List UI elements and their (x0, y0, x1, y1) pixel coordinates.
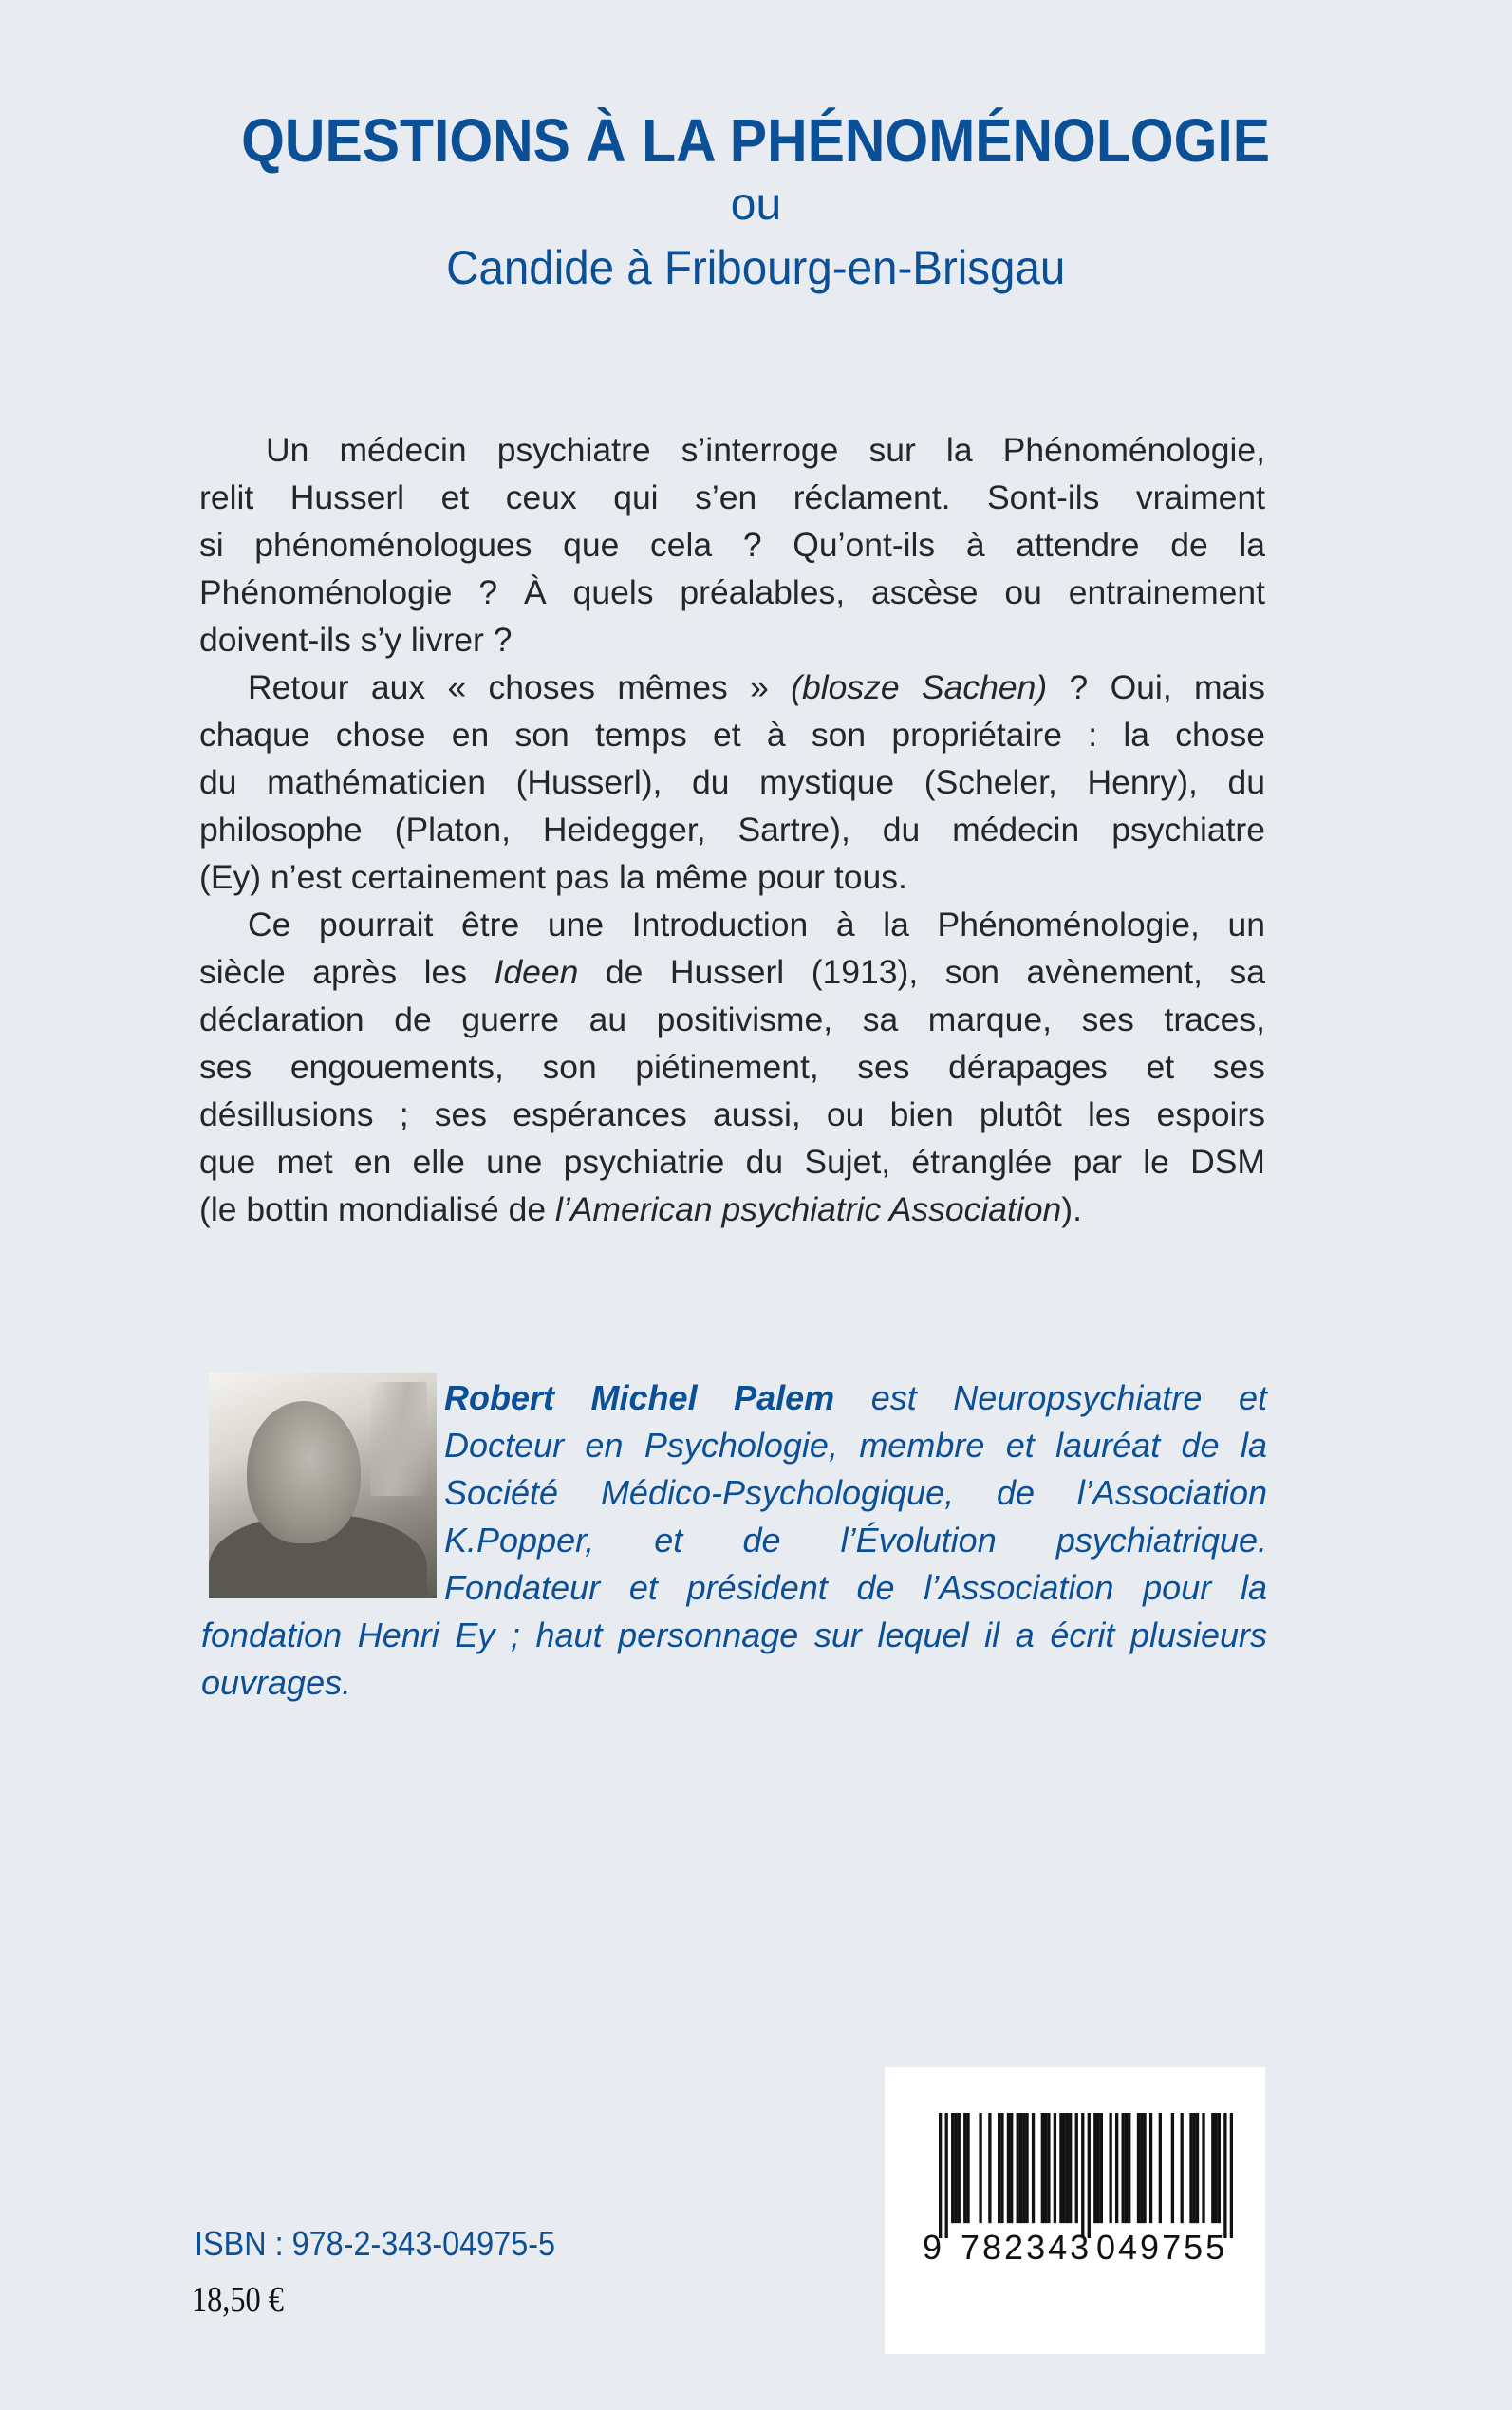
text-segment: du mathématicien (Husserl), du mystique (Scheler, Henry), du (199, 763, 1265, 801)
text-segment: si phénoménologues que cela ? Qu’ont-ils à attendre de la (199, 526, 1265, 564)
barcode-bar (1196, 2113, 1199, 2223)
barcode-bar (1059, 2113, 1062, 2223)
barcode-bar (1081, 2113, 1084, 2238)
text-segment: Fondateur et président de l’Association pour la (444, 1568, 1267, 1607)
text-segment: déclaration de guerre au positivisme, sa marque, ses traces, (199, 1000, 1265, 1038)
blurb-line (199, 758, 1265, 806)
barcode-bar (945, 2113, 948, 2238)
blurb-line (199, 948, 1265, 996)
barcode-bar (1214, 2113, 1217, 2223)
book-subtitle (0, 239, 1512, 296)
barcode-bar (1069, 2113, 1072, 2223)
barcode-bar (1100, 2113, 1103, 2223)
barcode-bar (1159, 2113, 1162, 2223)
author-name: Robert Michel Palem (444, 1378, 835, 1417)
blurb-line (199, 806, 1265, 853)
barcode-bar (1109, 2113, 1111, 2223)
barcode-left-digits: 782343 (961, 2228, 1092, 2267)
barcode-bar (1140, 2113, 1143, 2223)
bio-line (201, 1612, 1267, 1659)
barcode-bar (979, 2113, 981, 2223)
text-segment: désillusions ; ses espérances aussi, ou bien plutôt les espoirs (199, 1095, 1265, 1133)
text-segment: Un médecin psychiatre s’interroge sur la Phénoménologie, (266, 431, 1265, 469)
blurb-line (199, 1091, 1265, 1138)
bio-line (444, 1422, 1267, 1469)
blurb-line (266, 426, 1265, 474)
photo-author-head (247, 1401, 361, 1543)
text-segment: Phénoménologie ? À quels préalables, ascèse ou entrainement (199, 573, 1265, 611)
blurb-line (199, 616, 1265, 663)
bio-line (444, 1564, 1267, 1612)
barcode-bar (1122, 2113, 1125, 2223)
barcode (885, 2067, 1265, 2354)
bio-line (201, 1659, 1267, 1707)
text-segment: Docteur en Psychologie, membre et lauréat de la (444, 1426, 1267, 1465)
italic-segment: Ideen (494, 953, 579, 991)
barcode-bar (963, 2113, 966, 2223)
barcode-bar (1047, 2113, 1050, 2223)
barcode-first-digit: 9 (923, 2228, 943, 2267)
bio-line (444, 1469, 1267, 1517)
barcode-bar (951, 2113, 954, 2223)
text-segment: (Ey) n’est certainement pas la même pour tous. (199, 858, 907, 896)
barcode-bar (1202, 2113, 1204, 2223)
barcode-bar (1022, 2113, 1025, 2223)
barcode-bar (1010, 2113, 1013, 2223)
barcode-bar (1211, 2113, 1214, 2223)
text-segment: ? Oui, mais (1047, 668, 1265, 706)
barcode-bar (1189, 2113, 1192, 2223)
text-segment: fondation Henri Ey ; haut personnage sur lequel il a écrit plusieurs (201, 1616, 1267, 1654)
text-segment: K.Popper, et de l’Évolution psychiatrique. (444, 1521, 1267, 1560)
barcode-bar (1054, 2113, 1056, 2223)
blurb-line (199, 711, 1265, 758)
barcode-bar (1032, 2113, 1035, 2223)
book-title (0, 103, 1512, 178)
author-photo (209, 1373, 437, 1598)
text-segment: philosophe (Platon, Heidegger, Sartre), du médecin psychiatre (199, 811, 1265, 849)
blurb-line (199, 569, 1265, 616)
barcode-bar (1137, 2113, 1140, 2223)
barcode-bar (954, 2113, 957, 2223)
bio-line (444, 1517, 1267, 1564)
blurb-line (248, 901, 1265, 948)
barcode-bar (1128, 2113, 1130, 2223)
blurb-line (199, 996, 1265, 1043)
bio-line (444, 1374, 1267, 1422)
blurb-line (199, 521, 1265, 569)
text-segment: Ce pourrait être une Introduction à la Phénoménologie, un (248, 906, 1265, 943)
barcode-bar (1096, 2113, 1099, 2223)
text-segment: (le bottin mondialisé de (199, 1190, 555, 1228)
text-segment: Retour aux « choses mêmes » (248, 668, 792, 706)
barcode-bars (939, 2113, 1233, 2238)
text-segment: chaque chose en son temps et à son propriétaire : la chose (199, 716, 1265, 754)
text-segment: ses engouements, son piétinement, ses dérapages et ses (199, 1048, 1265, 1086)
barcode-bar (1075, 2113, 1078, 2223)
blurb-line (199, 853, 1265, 901)
barcode-bar (1088, 2113, 1091, 2238)
barcode-bar (1143, 2113, 1146, 2223)
text-segment: ouvrages. (201, 1663, 352, 1702)
barcode-bar (1000, 2113, 1003, 2223)
book-subtitle-text: Candide à Fribourg-en-Brisgau (446, 241, 1066, 294)
price-label (192, 2278, 300, 2322)
barcode-bar (1093, 2113, 1096, 2223)
blurb-line (199, 1138, 1265, 1186)
barcode-bar (939, 2113, 942, 2238)
italic-segment: l’American psychiatric Association (554, 1190, 1062, 1228)
text-segment: de Husserl (1913), son avènement, sa (578, 953, 1265, 991)
barcode-bar (988, 2113, 991, 2223)
barcode-bar (1230, 2113, 1233, 2238)
barcode-bar (1025, 2113, 1028, 2223)
title-connector: ou (730, 179, 782, 230)
barcode-bar (1181, 2113, 1184, 2223)
barcode-bar (1017, 2113, 1019, 2223)
book-title-text: QUESTIONS À LA PHÉNOMÉNOLOGIE (241, 106, 1271, 175)
blurb-line (199, 474, 1265, 521)
text-segment: doivent-ils s’y livrer ? (199, 621, 513, 659)
text-segment: que met en elle une psychiatrie du Sujet, étranglée par le DSM (199, 1143, 1265, 1181)
blurb-line (199, 1186, 1265, 1233)
barcode-bar (958, 2113, 961, 2223)
text-segment: relit Husserl et ceux qui s’en réclament. Sont-ils vraiment (199, 478, 1265, 516)
barcode-bar (1019, 2113, 1022, 2223)
text-segment: est Neuropsychiatre et (834, 1378, 1267, 1417)
barcode-bar (1063, 2113, 1066, 2223)
photo-background-foliage (370, 1382, 427, 1496)
price-text: 18,50 € (192, 2280, 284, 2320)
barcode-bar (1193, 2113, 1196, 2223)
barcode-bar (1149, 2113, 1152, 2223)
italic-segment: (blosze Sachen) (791, 668, 1048, 706)
barcode-bar (1125, 2113, 1128, 2223)
text-segment: siècle après les (199, 953, 495, 991)
barcode-bar (1044, 2113, 1047, 2223)
barcode-bar (1041, 2113, 1044, 2223)
text-segment: ). (1061, 1190, 1082, 1228)
barcode-bar (1223, 2113, 1226, 2238)
isbn-label (195, 2221, 595, 2267)
isbn-text: ISBN : 978-2-343-04975-5 (195, 2224, 556, 2263)
barcode-bar (998, 2113, 1000, 2223)
barcode-bar (1171, 2113, 1174, 2223)
barcode-right-digits: 049755 (1096, 2228, 1228, 2267)
barcode-bar (1218, 2113, 1221, 2223)
barcode-bar (966, 2113, 969, 2223)
blurb-line (199, 1043, 1265, 1091)
barcode-bar (1066, 2113, 1069, 2223)
blurb-line (248, 663, 1265, 711)
text-segment: Société Médico-Psychologique, de l’Association (444, 1473, 1267, 1512)
barcode-bar (1115, 2113, 1118, 2223)
barcode-bar (1007, 2113, 1010, 2223)
